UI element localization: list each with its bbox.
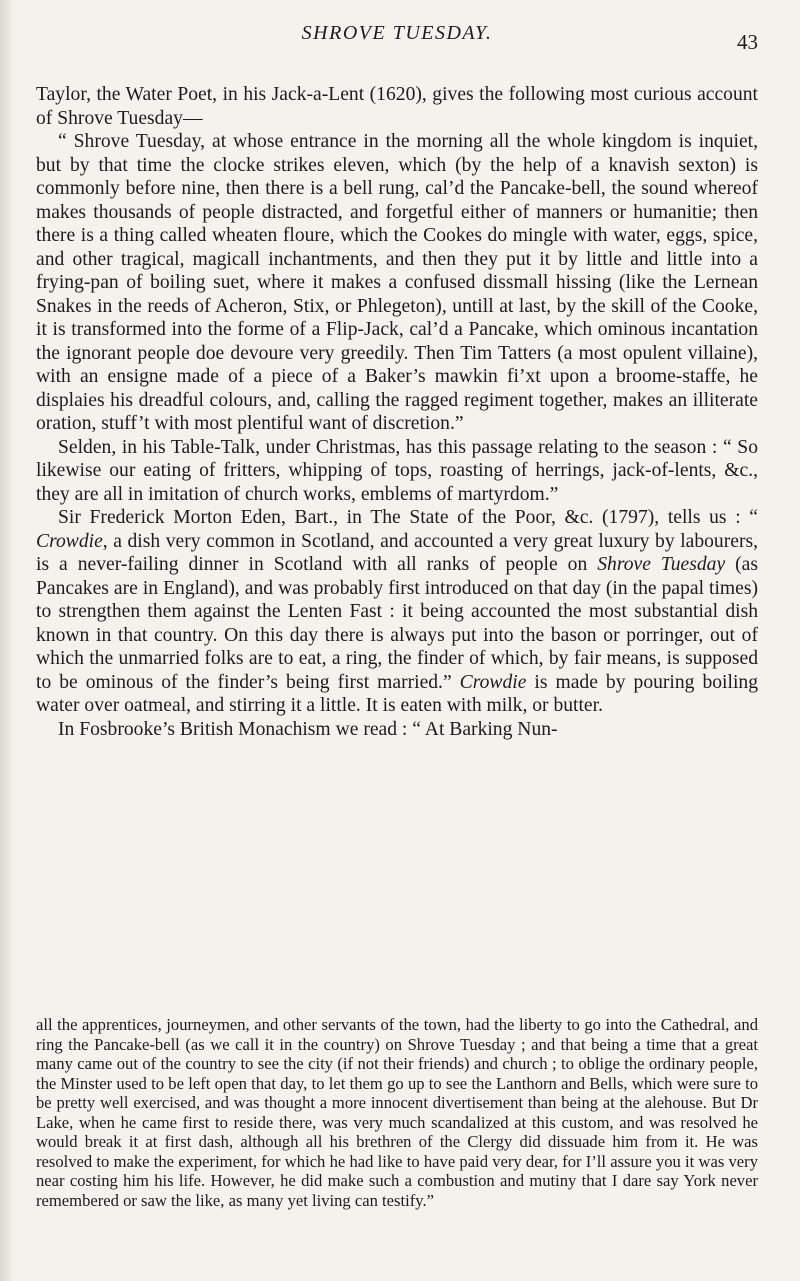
fosbrooke-text: In Fosbrooke’s British Monachism we read : “ At Barking Nun- <box>58 718 558 740</box>
main-text <box>36 83 758 741</box>
eden-text-end: is made by pouring boiling water over oatmeal, and stirring it a little. It is eaten with milk, or butter. <box>36 671 758 716</box>
paragraph-taylor-quote <box>36 130 758 436</box>
page-number: 43 <box>737 30 758 54</box>
paragraph-eden <box>36 506 758 718</box>
eden-text-middle: , a dish very common in Scotland, and accounted a very great luxury by labourers, is a never-failing dinner in Scotland with all ranks of people on <box>36 530 758 575</box>
footnote-paragraph <box>36 1015 758 1210</box>
footnote <box>36 1015 758 1210</box>
footnote-text: all the apprentices, journeymen, and other servants of the town, had the liberty to go into the Cathedral, and ring the Pancake-bell (as we call it in the country) on Shrove Tuesday ; and that being a time that a great many came out of the country to see the city (if not their friends) and church ; to oblige the ordinary people, the Minster used to be left open that day, to let them go up to see the Lanthorn and Bells, which were sure to be pretty well exercised, and was thought a more innocent divertisement than being at the alehouse. But Dr Lake, when he came first to reside there, was very much scandalized at this custom, and was resolved he would break it at first dash, although all his brethren of the Clergy did dissuade him from it. He was resolved to make the experiment, for which he had like to have paid very dear, for I’ll assure you it was very near costing him his life. However, he did make such a combustion and mutiny that I dare say York never remembered or saw the like, as many yet living can testify.” <box>36 1015 758 1210</box>
running-head: SHROVE TUESDAY. <box>301 22 493 44</box>
paragraph-taylor-intro <box>36 83 758 130</box>
eden-text-start: Sir Frederick Morton Eden, Bart., in The State of the Poor, &c. (1797), tells us : “ <box>58 507 758 528</box>
paragraph-selden <box>36 436 758 507</box>
taylor-quote-text: “ Shrove Tuesday, at whose entrance in the morning all the whole kingdom is inquiet, but by that time the clocke strikes eleven, which (by the help of a knavish sexton) is commonly before nine, then there is a bell rung, cal’d the Pancake-bell, the sound whereof makes thousands of people distracted, and forgetful either of manners or humanitie; then there is a thing called wheaten floure, which the Cookes do mingle with water, eggs, spice, and other tragical, magicall inchantments, and then they put it by little and little into a frying-pan of boiling suet, where it makes a confused dissmall hissing (like the Lernean Snakes in the reeds of Acheron, Stix, or Phlegeton), untill at last, by the skill of the Cooke, it is transformed into the forme of a Flip-Jack, cal’d a Pancake, which ominous incantation the ignorant people doe devoure very greedily. Then Tim Tatters (a most opulent villaine), with an ensigne made of a piece of a Baker’s mawkin fi’xt upon a broome-staffe, he displaies his dreadful colours, and, calling the ragged regiment together, makes an illiterate oration, stuff’t with most plentiful want of discretion.” <box>36 131 758 434</box>
taylor-intro-text: Taylor, the Water Poet, in his Jack-a-Lent (1620), gives the following most curious account of Shrove Tuesday— <box>36 84 758 129</box>
paragraph-fosbrooke <box>36 718 758 742</box>
page-gutter-shadow <box>0 0 14 1281</box>
eden-italic-shrove-tuesday: Shrove Tuesday <box>597 554 726 575</box>
page-header <box>36 22 758 74</box>
eden-italic-crowdie-2: Crowdie <box>459 671 527 693</box>
selden-text: Selden, in his Table-Talk, under Christmas, has this passage relating to the season : “ So likewise our eating of fritters, whipping of tops, roasting of herrings, jack-of-lents, &c., they are all in imitation of church works, emblems of martyrdom.” <box>36 436 758 505</box>
eden-text-after: (as Pancakes are in England), and was probably first introduced on that day (in the papal times) to strengthen them against the Lenten Fast : it being accounted the most substantial dish known in that country. On this day there is always put into the bason or porringer, out of which the unmarried folks are to eat, a ring, the finder of which, by fair means, is supposed to be ominous of the finder’s being first married.” <box>36 554 758 693</box>
eden-italic-crowdie: Crowdie <box>36 530 103 552</box>
